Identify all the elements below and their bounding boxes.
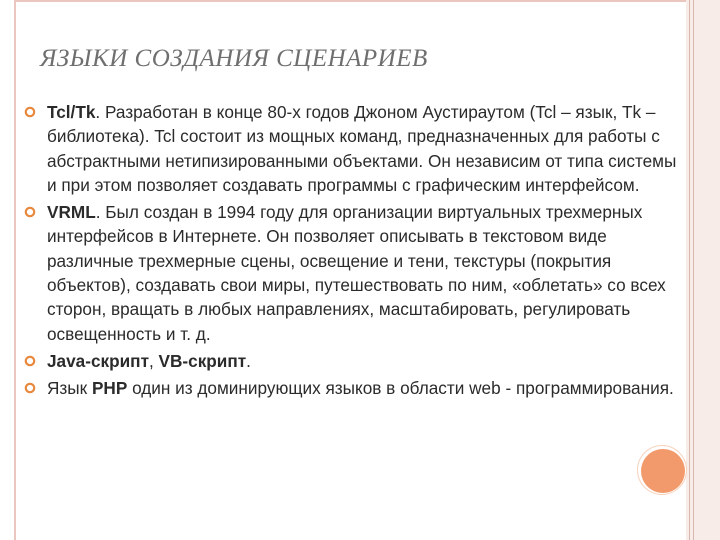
- frame-right-line: [693, 0, 694, 540]
- bullet-lead: Java-скрипт: [47, 350, 149, 371]
- bullet-lead: VB-скрипт: [158, 350, 247, 371]
- accent-circle: [641, 449, 685, 493]
- bullet-text: один из доминирующих языков в области web - программирования.: [127, 378, 674, 399]
- bullet-lead: VRML: [47, 202, 96, 223]
- bullet-item: [24, 376, 684, 400]
- frame-right-line: [689, 0, 690, 540]
- bullet-lead: PHP: [91, 378, 128, 399]
- bullet-item: [24, 100, 684, 197]
- bullet-text: .: [246, 350, 251, 371]
- frame-top-border: [14, 0, 686, 2]
- circle-bullet-icon: [24, 355, 36, 367]
- frame-right-strip: [686, 0, 720, 540]
- bullet-text: . Был создан в 1994 году для организации виртуальных трехмерных интерфейсов в Интернете. Он позволяет описывать в текстовом виде различные трехмерные сцены, освещение и тени, текстуры (покрытия объектов), создавать свои миры, путешествовать по ним, «облетать» со всех сторон, вращать в любых направлениях, масштабировать, регулировать освещенность и т. д.: [47, 202, 666, 344]
- bullet-lead: Tcl/Tk: [47, 102, 96, 122]
- bullet-text: . Разработан в конце 80-х годов Джоном Аустираутом (Tcl – язык, Tk – библиотека). Tcl состоит из мощных команд, предназначенных для работы с абстрактными нетипизированными объектами. Он независим от типа системы и при этом позволяет создавать программы с графическим интерфейсом.: [47, 102, 677, 195]
- slide-title: ЯЗЫКИ СОЗДАНИЯ СЦЕНАРИЕВ: [40, 45, 428, 72]
- frame-left-border: [14, 0, 16, 540]
- bullet-separator: ,: [148, 350, 159, 371]
- circle-bullet-icon: [24, 106, 36, 118]
- slide-content: [24, 100, 684, 404]
- bullet-item: [24, 200, 684, 346]
- bullet-prefix: Язык: [47, 378, 92, 399]
- circle-bullet-icon: [24, 206, 36, 218]
- bullet-item: [24, 349, 684, 373]
- circle-bullet-icon: [24, 382, 36, 394]
